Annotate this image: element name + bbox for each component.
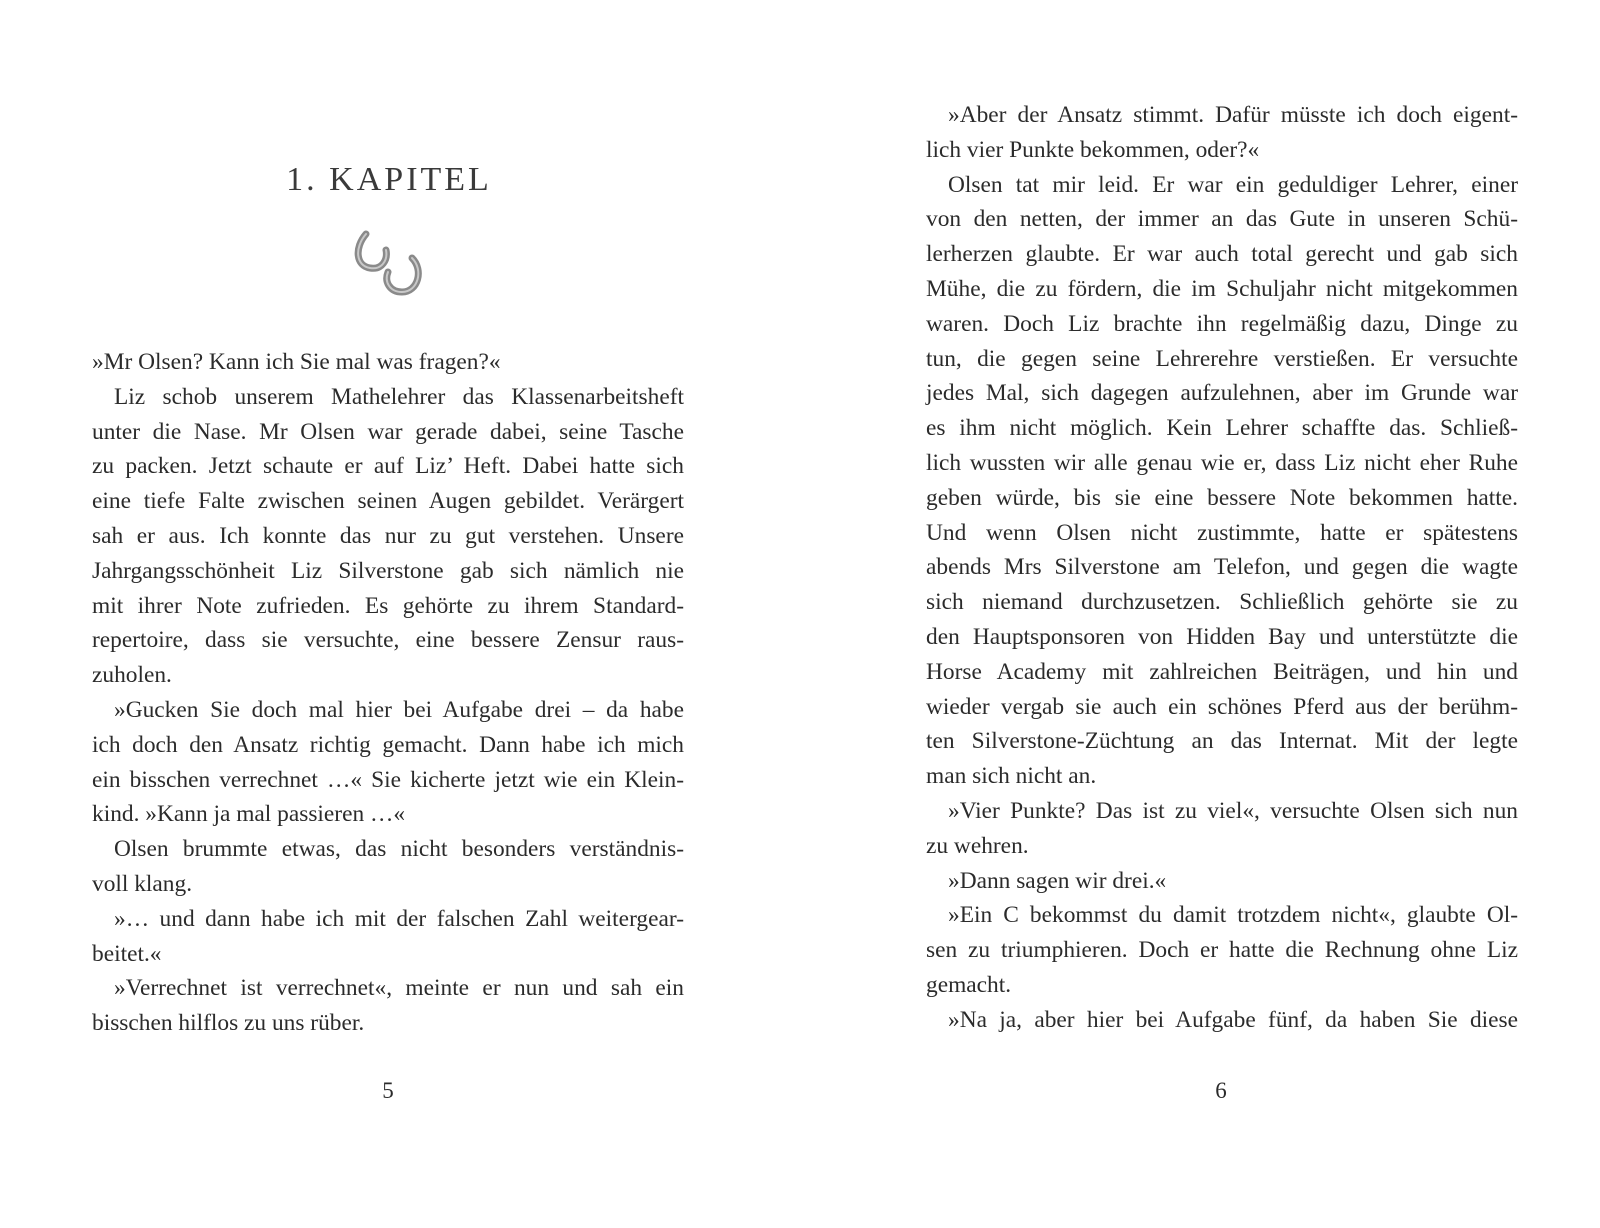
text-line: »Ein C bekommst du damit trotzdem nicht«, glaubte Ol-: [948, 902, 1518, 929]
text-line: zu wehren.: [926, 832, 1029, 859]
text-line: waren. Doch Liz brachte ihn regelmäßig dazu, Dinge zu: [926, 310, 1518, 337]
text-line: lerherzen glaubte. Er war auch total gerecht und gab sich: [926, 241, 1518, 268]
text-line: kind. »Kann ja mal passieren …«: [92, 801, 406, 828]
page-number: 6: [1215, 1078, 1227, 1103]
text-line: von den netten, der immer an das Gute in unseren Schü-: [926, 206, 1518, 233]
text-line: es ihm nicht möglich. Kein Lehrer schaffte das. Schließ-: [926, 415, 1518, 442]
text-line: sen zu triumphieren. Doch er hatte die Rechnung ohne Liz: [926, 937, 1518, 964]
text-line: lich wussten wir alle genau wie er, dass Liz nicht eher Ruhe: [926, 449, 1518, 476]
page-number: 5: [382, 1078, 394, 1103]
text-line: mit ihrer Note zufrieden. Es gehörte zu ihrem Standard-: [92, 592, 684, 619]
chapter-title: 1. KAPITEL: [286, 161, 492, 198]
text-line: repertoire, dass sie versuchte, eine bessere Zensur raus-: [92, 627, 684, 654]
text-line: »… und dann habe ich mit der falschen Zahl weitergear-: [114, 905, 684, 932]
right-page-body: [926, 98, 1518, 1038]
text-line: »Verrechnet ist verrechnet«, meinte er nun und sah ein: [114, 975, 684, 1002]
right-page: [800, 0, 1600, 1228]
text-line: Olsen tat mir leid. Er war ein geduldiger Lehrer, einer: [948, 171, 1518, 198]
text-line: »Gucken Sie doch mal hier bei Aufgabe drei – da habe: [114, 696, 684, 723]
text-line: »Dann sagen wir drei.«: [948, 867, 1167, 894]
text-line: beitet.«: [92, 940, 162, 967]
text-line: ten Silverstone-Züchtung an das Internat. Mit der legte: [926, 728, 1518, 755]
text-line: Liz schob unserem Mathelehrer das Klassenarbeitsheft: [114, 383, 684, 410]
text-line: abends Mrs Silverstone am Telefon, und gegen die wagte: [926, 554, 1518, 581]
text-line: den Hauptsponsoren von Hidden Bay und unterstützte die: [926, 623, 1518, 650]
text-line: Mühe, die zu fördern, die im Schuljahr nicht mitgekommen: [926, 275, 1518, 302]
text-line: Horse Academy mit zahlreichen Beiträgen, und hin und: [926, 658, 1518, 685]
text-line: »Na ja, aber hier bei Aufgabe fünf, da haben Sie diese: [948, 1006, 1518, 1033]
text-line: voll klang.: [92, 870, 193, 897]
text-line: »Mr Olsen? Kann ich Sie mal was fragen?«: [92, 349, 501, 375]
text-line: ein bisschen verrechnet …« Sie kicherte jetzt wie ein Klein-: [92, 766, 684, 793]
text-line: bisschen hilflos zu uns rüber.: [92, 1010, 365, 1037]
text-line: unter die Nase. Mr Olsen war gerade dabei, seine Tasche: [92, 418, 684, 445]
text-line: »Vier Punkte? Das ist zu viel«, versuchte Olsen sich nun: [948, 797, 1518, 824]
text-line: man sich nicht an.: [926, 763, 1097, 790]
text-line: ich doch den Ansatz richtig gemacht. Dann habe ich mich: [92, 731, 684, 758]
text-line: zu packen. Jetzt schaute er auf Liz’ Heft. Dabei hatte sich: [92, 453, 684, 480]
text-line: Olsen brummte etwas, das nicht besonders verständnis-: [114, 836, 684, 863]
text-line: jedes Mal, sich dagegen aufzulehnen, aber im Grunde war: [926, 380, 1518, 407]
text-line: wieder vergab sie auch ein schönes Pferd aus der berühm-: [926, 693, 1518, 720]
text-line: lich vier Punkte bekommen, oder?«: [926, 136, 1260, 163]
text-line: Und wenn Olsen nicht zustimmte, hatte er spätestens: [926, 519, 1518, 546]
text-line: tun, die gegen seine Lehrerehre verstießen. Er versuchte: [926, 345, 1518, 372]
text-line: Jahrgangsschönheit Liz Silverstone gab sich nämlich nie: [92, 557, 684, 584]
text-line: zuholen.: [92, 662, 172, 689]
text-line: gemacht.: [926, 971, 1012, 998]
text-line: sah er aus. Ich konnte das nur zu gut verstehen. Unsere: [92, 522, 684, 549]
text-line: geben würde, bis sie eine bessere Note bekommen hatte.: [926, 484, 1518, 511]
text-line: sich niemand durchzusetzen. Schließlich gehörte sie zu: [926, 589, 1518, 616]
text-line: »Aber der Ansatz stimmt. Dafür müsste ich doch eigent-: [948, 102, 1518, 128]
horseshoes-icon: [352, 226, 428, 306]
text-line: eine tiefe Falte zwischen seinen Augen gebildet. Verärgert: [92, 488, 684, 515]
left-page-body: [92, 345, 684, 1041]
